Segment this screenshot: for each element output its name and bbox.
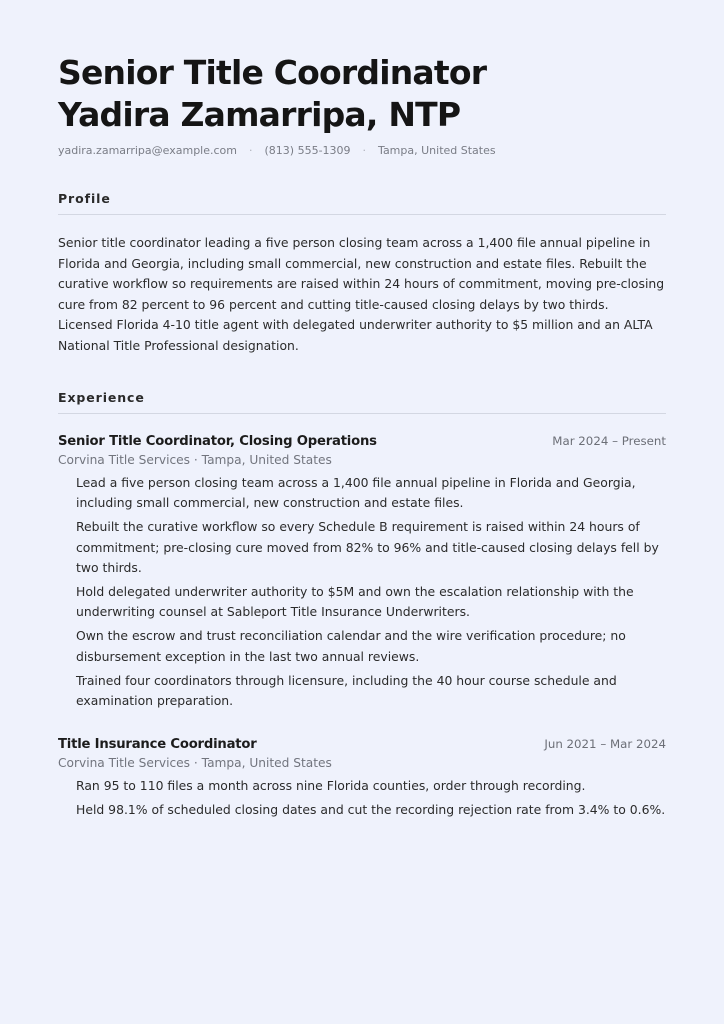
contact-line: [58, 144, 666, 157]
profile-section: [58, 191, 666, 356]
bullet-item: Hold delegated underwriter authority to $5M and own the escalation relationship with the underwriting counsel at Sableport Title Insurance Underwriters.: [76, 584, 634, 620]
job-bullets: [58, 473, 666, 711]
bullet-item: Own the escrow and trust reconciliation calendar and the wire verification procedure; no disbursement exception in the last two annual reviews.: [76, 628, 626, 664]
job-organization: Corvina Title Services · Tampa, United States: [58, 453, 332, 467]
job-entry: [58, 434, 666, 711]
job-entry: [58, 737, 666, 820]
bullet-item: Trained four coordinators through licensure, including the 40 hour course schedule and examination preparation.: [76, 672, 617, 709]
job-dates: Jun 2021 – Mar 2024: [544, 737, 666, 752]
profile-summary: Senior title coordinator leading a five person closing team across a 1,400 file annual pipeline in Florida and Georgia, including small commercial, new construction and estate files. Rebuilt the curative workflow so requirements are raised within 24 hours of commitment, moving pre-closing cure from 82 percent to 96 percent and cutting title-caused closing delays by two thirds. Licensed Florida 4-10 title agent with delegated underwriter authority to $5 million and an ALTA National Title Professional designation.: [58, 235, 665, 353]
job-organization: Corvina Title Services · Tampa, United States: [58, 756, 332, 771]
bullet-item: Ran 95 to 110 files a month across nine Florida counties, order through recording.: [76, 778, 586, 794]
job-bullets: [58, 776, 666, 820]
contact-location: Tampa, United States: [378, 144, 496, 157]
job-dates: Mar 2024 – Present: [552, 434, 666, 448]
bullet-item: Rebuilt the curative workflow so every Schedule B requirement is raised within 24 hours of commitment; pre-closing cure moved from 82% to 96% and title-caused closing delays fell by two thirds.: [76, 519, 659, 575]
title-name: Yadira Zamarripa, NTP: [58, 95, 461, 134]
bullet-item: Held 98.1% of scheduled closing dates and cut the recording rejection rate from 3.4% to 0.6%.: [76, 802, 666, 818]
section-heading-profile: Profile: [58, 191, 666, 215]
contact-phone[interactable]: (813) 555-1309: [264, 144, 351, 157]
experience-section: [58, 390, 666, 821]
job-title: Senior Title Coordinator, Closing Operations: [58, 434, 377, 449]
title-role: Senior Title Coordinator: [58, 53, 487, 92]
contact-separator: ·: [362, 144, 367, 157]
section-heading-experience: Experience: [58, 390, 666, 414]
job-title: Title Insurance Coordinator: [58, 737, 257, 753]
bullet-item: Lead a five person closing team across a 1,400 file annual pipeline in Florida and Georgia, including small commercial, new construction and estate files.: [76, 475, 636, 511]
page-title: [58, 52, 666, 136]
contact-email[interactable]: yadira.zamarripa@example.com: [58, 144, 237, 157]
contact-separator: ·: [249, 144, 253, 157]
